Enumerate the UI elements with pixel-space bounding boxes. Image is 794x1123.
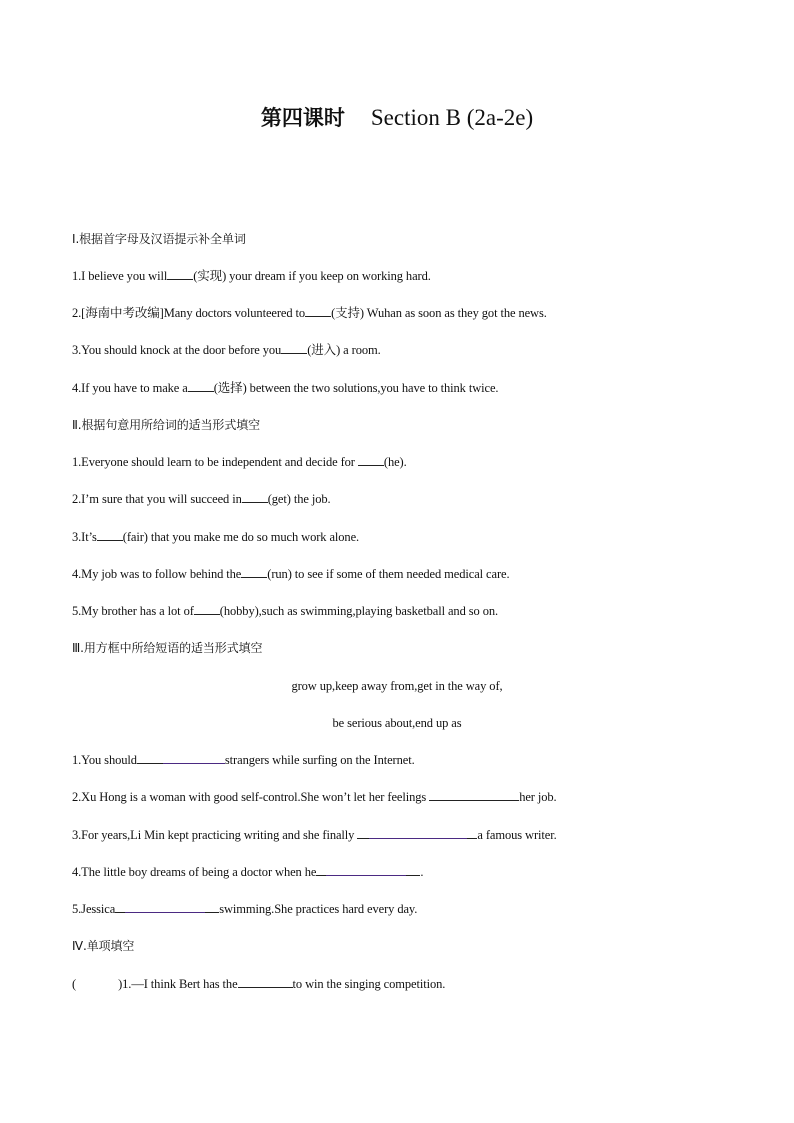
- section4-heading: Ⅳ.单项填空: [72, 939, 135, 953]
- section3-item-2: 2.Xu Hong is a woman with good self-control.She won’t let her feelings her job.: [72, 790, 557, 804]
- answer-blank[interactable]: [358, 454, 384, 466]
- section3-heading: Ⅲ.用方框中所给短语的适当形式填空: [72, 641, 263, 655]
- section3-item-4: 4.The little boy dreams of being a doctor when he .: [72, 865, 424, 879]
- page-title: [0, 102, 794, 132]
- section2-item-3: 3.It’s (fair) that you make me do so much work alone.: [72, 530, 360, 544]
- section1-item-1: 1.I believe you will (实现) your dream if you keep on working hard.: [72, 269, 431, 283]
- answer-blank[interactable]: [242, 491, 268, 503]
- answer-blank-extension: [125, 901, 205, 913]
- section1-item-4: 4.If you have to make a (选择) between the two solutions,you have to think twice.: [72, 381, 499, 395]
- answer-blank[interactable]: [115, 901, 125, 913]
- section1-item-2: 2.[海南中考改编]Many doctors volunteered to (支持) Wuhan as soon as they got the news.: [72, 306, 547, 320]
- section4-item-1: ( )1.—I think Bert has the to win the singing competition.: [72, 977, 446, 991]
- section2-item-2: 2.I’m sure that you will succeed in (get) the job.: [72, 492, 331, 506]
- answer-blank[interactable]: [137, 752, 163, 764]
- section3-item-1: 1.You should strangers while surfing on the Internet.: [72, 753, 415, 767]
- section2-item-4: 4.My job was to follow behind the (run) to see if some of them needed medical care.: [72, 567, 510, 581]
- answer-blank[interactable]: [316, 864, 326, 876]
- section3-item-5: 5.Jessica swimming.She practices hard every day.: [72, 902, 418, 916]
- title-chinese: 第四课时: [260, 106, 345, 130]
- phrase-box-line-1: grow up,keep away from,get in the way of,: [291, 679, 503, 693]
- answer-blank-extension: [369, 827, 467, 839]
- answer-blank[interactable]: [305, 305, 331, 317]
- phrase-box-line-2: be serious about,end up as: [332, 716, 462, 730]
- section2-item-5: 5.My brother has a lot of (hobby),such as swimming,playing basketball and so on.: [72, 604, 499, 618]
- answer-blank[interactable]: [167, 268, 193, 280]
- answer-blank[interactable]: [429, 789, 519, 801]
- section2-heading: Ⅱ.根据句意用所给词的适当形式填空: [72, 418, 261, 432]
- answer-blank[interactable]: [357, 827, 369, 839]
- answer-blank[interactable]: [97, 529, 123, 541]
- answer-blank[interactable]: [188, 380, 214, 392]
- section3-item-3: 3.For years,Li Min kept practicing writing and she finally a famous writer.: [72, 828, 557, 842]
- answer-blank[interactable]: [238, 976, 293, 988]
- answer-blank-extension: [163, 752, 225, 764]
- section2-item-1: 1.Everyone should learn to be independent and decide for (he).: [72, 455, 407, 469]
- section1-heading: Ⅰ.根据首字母及汉语提示补全单词: [72, 232, 246, 246]
- title-english: Section B (2a-2e): [370, 105, 534, 130]
- answer-blank[interactable]: [194, 603, 220, 615]
- answer-blank-extension: [326, 864, 406, 876]
- answer-blank[interactable]: [281, 342, 307, 354]
- section1-item-3: 3.You should knock at the door before you (进入) a room.: [72, 343, 381, 357]
- answer-blank[interactable]: [241, 566, 267, 578]
